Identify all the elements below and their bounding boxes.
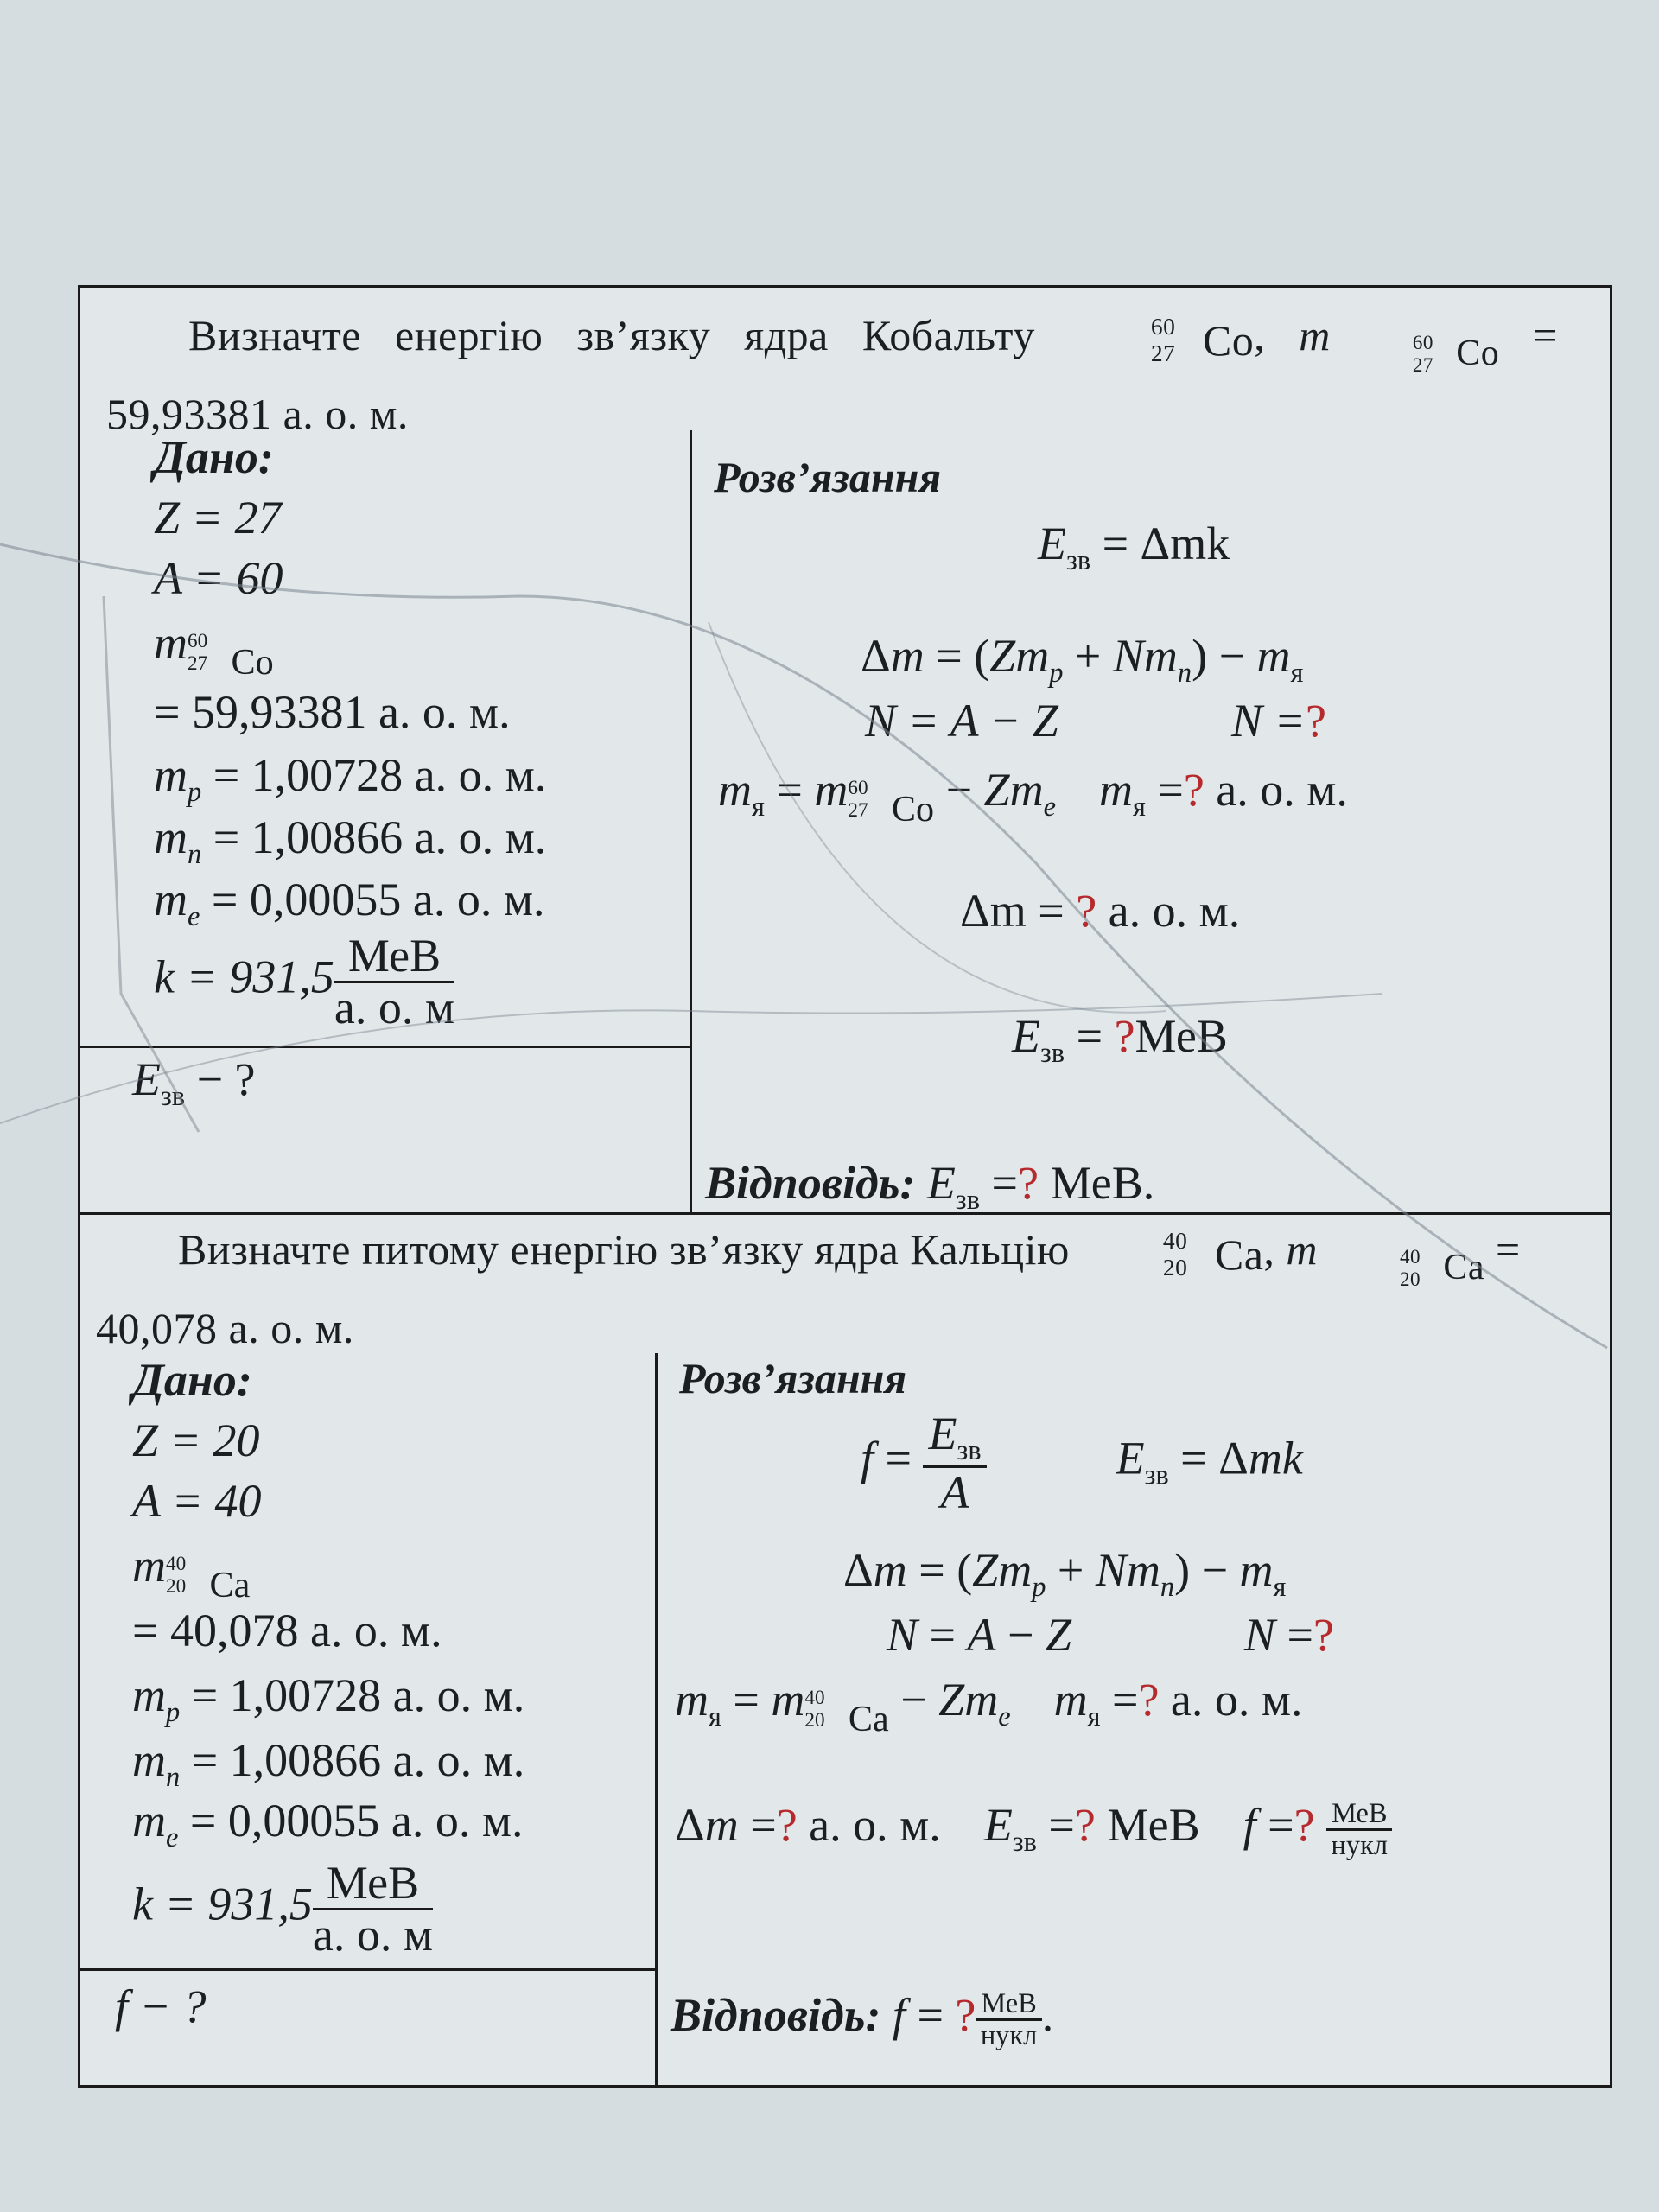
given-me: $m_e = 0,00055$ а. о. м. <box>132 1795 524 1853</box>
given-me: $m_e = 0,00055$ а. о. м. <box>154 874 545 932</box>
formula-neutrons: N = A − Z N =? <box>887 1609 1334 1661</box>
formula-neutrons: N = A − Z N =? <box>865 695 1326 747</box>
given-z: Z = 20 <box>132 1414 260 1466</box>
given-a: A = 60 <box>154 552 283 604</box>
given-k: k = 931,5 $\frac{\text{МеВ}}{а. о. м}$ <box>132 1857 434 1961</box>
formula-binding-energy: $E_{зв} = \Delta mk$ <box>1038 518 1230 576</box>
result-mass-defect: Δm = ? а. о. м. <box>960 885 1241 937</box>
given-mn: $m_n = 1,00866$ а. о. м. <box>132 1734 525 1793</box>
statement-mass-value: 59,93381 а. о. м. <box>106 390 409 439</box>
nuclide-cobalt: 60 27 Co <box>1150 313 1255 366</box>
given-nuclide-mass: = 59,93381 а. о. м. <box>154 686 511 738</box>
given-nuclide-mass-label: m $_{40 20 Ca}$ <box>132 1540 251 1605</box>
nuclide-calcium: 40 20 Ca <box>1162 1227 1264 1281</box>
given-nuclide-mass: = 40,078 а. о. м. <box>132 1605 442 1656</box>
statement-mass-value: 40,078 а. о. м. <box>96 1304 354 1353</box>
results-row: Δm =? а. о. м. $E_{зв}$ =? МеВ f =? $\frac{\text{МеВ}}{\text{нукл}}$ <box>675 1798 1392 1860</box>
formula-mass-defect: $\Delta m = (Zm_p + Nm_n) - m_я$ <box>861 630 1304 689</box>
given-nuclide-mass-label: m $_{60 27 Co}$ <box>154 617 274 683</box>
formula-specific-energy: f = $\frac{E_{зв}}{A}$ $E_{зв} = \Delta mk$ <box>861 1408 1303 1518</box>
given-header: Дано: <box>154 431 274 483</box>
solution-header: Розв’язання <box>679 1354 907 1402</box>
result-binding-energy: $E_{зв}$ = ?МеВ <box>1012 1010 1228 1069</box>
given-unknown: f − ? <box>115 1980 207 2032</box>
formula-nucleus-mass: $m_я = m$ $_{60 27 Co} - Zm_e$ $m_я$ =? а. о. м. <box>718 764 1348 830</box>
given-mp: $m_p = 1,00728$ а. о. м. <box>132 1669 525 1728</box>
given-k: k = 931,5 $\frac{\text{МеВ}}{а. о. м}$ <box>154 930 455 1033</box>
given-a: A = 40 <box>132 1475 262 1527</box>
statement-text: Визначте питому енергію зв’язку ядра Кальцію <box>178 1225 1070 1274</box>
formula-nucleus-mass: $m_я = m$ $_{40 20 Ca} - Zm_e$ $m_я$ =? а. о. м. <box>675 1674 1303 1739</box>
given-header: Дано: <box>132 1354 252 1406</box>
answer-1: Відповідь: $E_{зв}$ =? МеВ. <box>705 1157 1155 1216</box>
formula-mass-defect: $\Delta m = (Zm_p + Nm_n) - m_я$ <box>843 1544 1287 1603</box>
solution-header: Розв’язання <box>714 453 942 501</box>
given-mn: $m_n = 1,00866$ а. о. м. <box>154 811 547 870</box>
problem-1-statement: Визначте енергію зв’язку ядра Кобальту 60 27 Co, m $_{60 27 Co}$ = 59,93381 а. о. м. <box>106 305 1584 444</box>
statement-text: Визначте енергію зв’язку ядра Кобальту <box>188 311 1035 359</box>
given-mp: $m_p = 1,00728$ а. о. м. <box>154 749 547 808</box>
answer-2: Відповідь: f = ? $\frac{\text{МеВ}}{\text{нукл}}$ . <box>671 1988 1054 2052</box>
given-z: Z = 27 <box>154 492 282 543</box>
problem-2-statement: Визначте питому енергію зв’язку ядра Кальцію 40 20 Ca, m $_{40 20 Ca}$ = 40,078 а. о. м. <box>96 1219 1584 1358</box>
given-unknown: $E_{зв}$ − ? <box>132 1053 256 1112</box>
